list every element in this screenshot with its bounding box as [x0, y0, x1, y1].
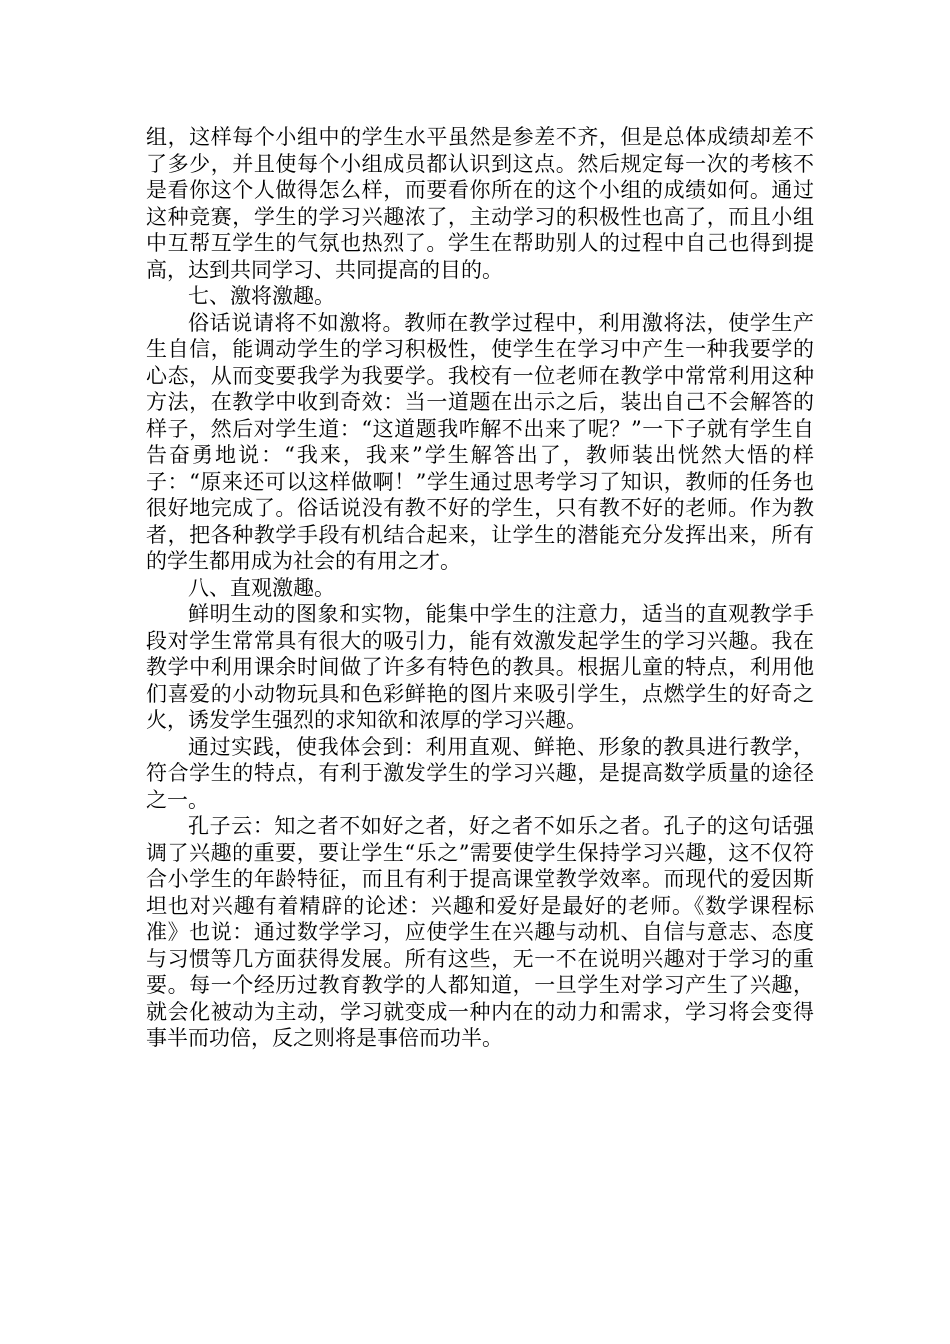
paragraph-provocation: 俗话说请将不如激将。教师在教学过程中，利用激将法，使学生产生自信，能调动学生的学习积极性，使学生在学习中产生一种我要学的心态，从而变要我学为我要学。我校有一位老师在教学中常常利用这种方法，在教学中收到奇效：当一道题在出示之后，装出自己不会解答的样子，然后对学生道：“这道题我咋解不出来了呢？”一下子就有学生自告奋勇地说：“我来，我来”学生解答出了，教师装出恍然大悟的样子：“原来还可以这样做啊！”学生通过思考学习了知识，教师的任务也很好地完成了。俗话说没有教不好的学生，只有教不好的老师。作为教者，把各种教学手段有机结合起来，让学生的潜能充分发挥出来，所有的学生都用成为社会的有用之才。: [146, 310, 814, 573]
paragraph-conclusion: 孔子云：知之者不如好之者，好之者不如乐之者。孔子的这句话强调了兴趣的重要，要让学生“乐之”需要使学生保持学习兴趣，这不仅符合小学生的年龄特征，而且有利于提高课堂教学效率。而现代的爱因斯坦也对兴趣有着精辟的论述：兴趣和爱好是最好的老师。《数学课程标准》也说：通过数学学习，应使学生在兴趣与动机、自信与意志、态度与习惯等几方面获得发展。所有这些，无一不在说明兴趣对于学习的重要。每一个经历过教育教学的人都知道，一旦学生对学习产生了兴趣，就会化被动为主动，学习就变成一种内在的动力和需求，学习将会变得事半而功倍，反之则将是事倍而功半。: [146, 814, 814, 1050]
section-heading-8: 八、直观激趣。: [188, 575, 335, 600]
paragraph-visual-aids: 鲜明生动的图象和实物，能集中学生的注意力，适当的直观教学手段对学生常常具有很大的吸引力，能有效激发起学生的学习兴趣。我在教学中利用课余时间做了许多有特色的教具。根据儿童的特点，利用他们喜爱的小动物玩具和色彩鲜艳的图片来吸引学生，点燃学生的好奇之火，诱发学生强烈的求知欲和浓厚的学习兴趣。: [146, 602, 814, 732]
document-page: [146, 124, 814, 1052]
section-heading-7: 七、激将激趣。: [188, 284, 335, 308]
paragraph-practice: 通过实践，使我体会到：利用直观、鲜艳、形象的教具进行教学，符合学生的特点，有利于激发学生的学习兴趣，是提高数学质量的途径之一。: [146, 734, 814, 812]
paragraph-continuation: 组，这样每个小组中的学生水平虽然是参差不齐，但是总体成绩却差不了多少，并且使每个小组成员都认识到这点。然后规定每一次的考核不是看你这个人做得怎么样，而要看你所在的这个小组的成绩如何。通过这种竞赛，学生的学习兴趣浓了，主动学习的积极性也高了，而且小组中互帮互学生的气氛也热烈了。学生在帮助别人的过程中自己也得到提高，达到共同学习、共同提高的目的。: [146, 125, 814, 282]
